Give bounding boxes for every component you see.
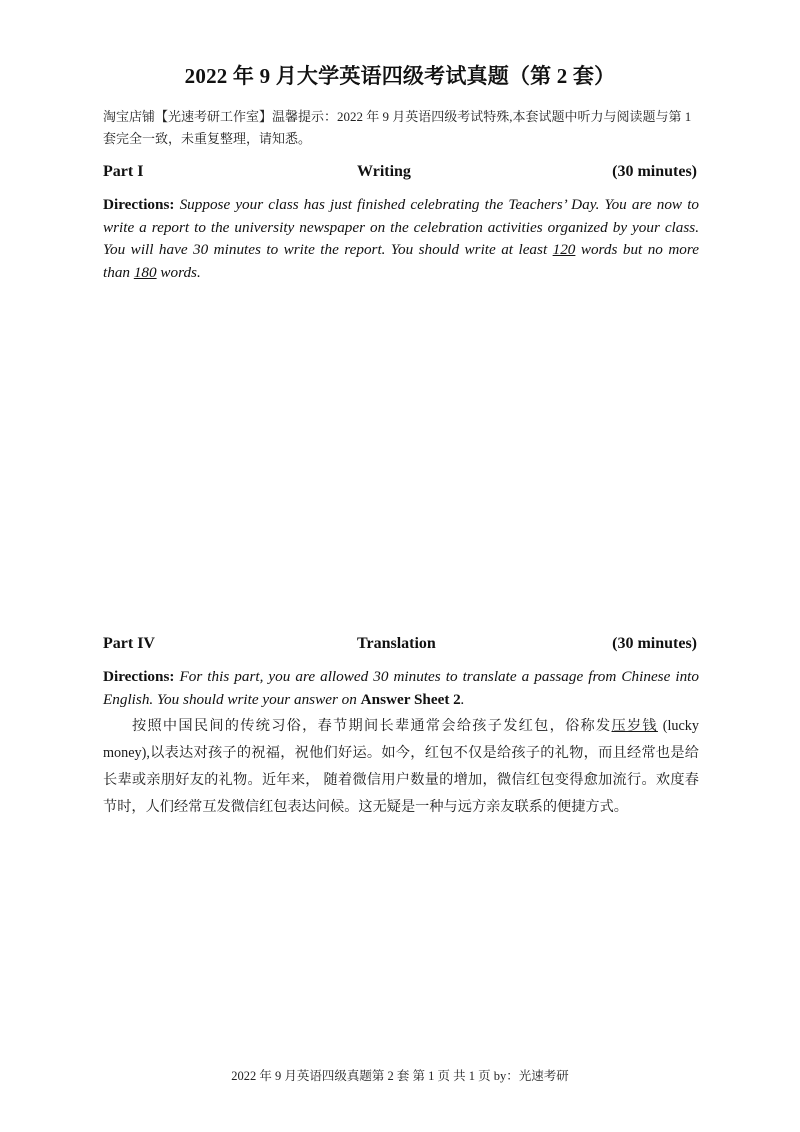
part4-directions-label: Directions: bbox=[103, 668, 175, 685]
part1-name: Part I bbox=[103, 163, 144, 180]
part1-title: Writing bbox=[357, 163, 411, 180]
part1-max-words: 180 bbox=[133, 263, 157, 281]
page-footer: 2022 年 9 月英语四级真题第 2 套 第 1 页 共 1 页 by：光速考研 bbox=[231, 1069, 569, 1083]
part4-name: Part IV bbox=[103, 635, 155, 652]
part4-directions bbox=[103, 666, 699, 711]
passage-text-a: 按照中国民间的传统习俗，春节期间长辈通常会给孩子发红包，俗称发 bbox=[132, 718, 612, 734]
part1-time: (30 minutes) bbox=[612, 163, 697, 180]
part1-min-words: 120 bbox=[552, 241, 576, 258]
part1-directions-text-c: words. bbox=[156, 263, 201, 281]
part4-title: Translation bbox=[357, 635, 436, 652]
part4-directions-text-a: For this part, you are allowed 30 minutes to translate a passage from Chinese into English. You should write your answer on bbox=[103, 668, 699, 708]
page-title: 2022 年 9 月大学英语四级考试真题（第 2 套） bbox=[184, 64, 616, 88]
part4-directions-text-b: . bbox=[460, 690, 465, 708]
shop-notice: 淘宝店铺【光速考研工作室】温馨提示：2022 年 9 月英语四级考试特殊,本套试题中听力与阅读题与第 1 套完全一致，未重复整理，请知悉。 bbox=[103, 109, 692, 146]
part1-directions bbox=[103, 194, 699, 284]
passage-term: 压岁钱 bbox=[611, 718, 658, 734]
answer-sheet-ref: Answer Sheet 2 bbox=[360, 690, 461, 708]
part1-directions-label: Directions: bbox=[103, 196, 175, 213]
part4-header bbox=[103, 635, 697, 659]
translation-passage bbox=[103, 713, 699, 821]
part1-directions-text-a: Suppose your class has just finished celebrating the Teachers’ Day. You are now to write a report to the university newspaper on the celebration activities organized by your class. You will have 30 minutes to write the report. You should write at least bbox=[103, 196, 700, 258]
part1-header bbox=[103, 163, 697, 187]
passage-paren: (lucky money), bbox=[103, 718, 699, 761]
passage-text-b: 以表达对孩子的祝福，祝他们好运。如今，红包不仅是给孩子的礼物，而且经常也是给长辈或亲朋好友的礼物。近年来， 随着微信用户数量的增加，微信红包变得愈加流行。欢度春节时，人们经常互发微信红包表达问候。这无疑是一种与远方亲友联系的便捷方式。 bbox=[103, 745, 699, 815]
part4-time: (30 minutes) bbox=[612, 635, 697, 652]
part1-directions-text-b: words but no more than bbox=[103, 241, 699, 281]
